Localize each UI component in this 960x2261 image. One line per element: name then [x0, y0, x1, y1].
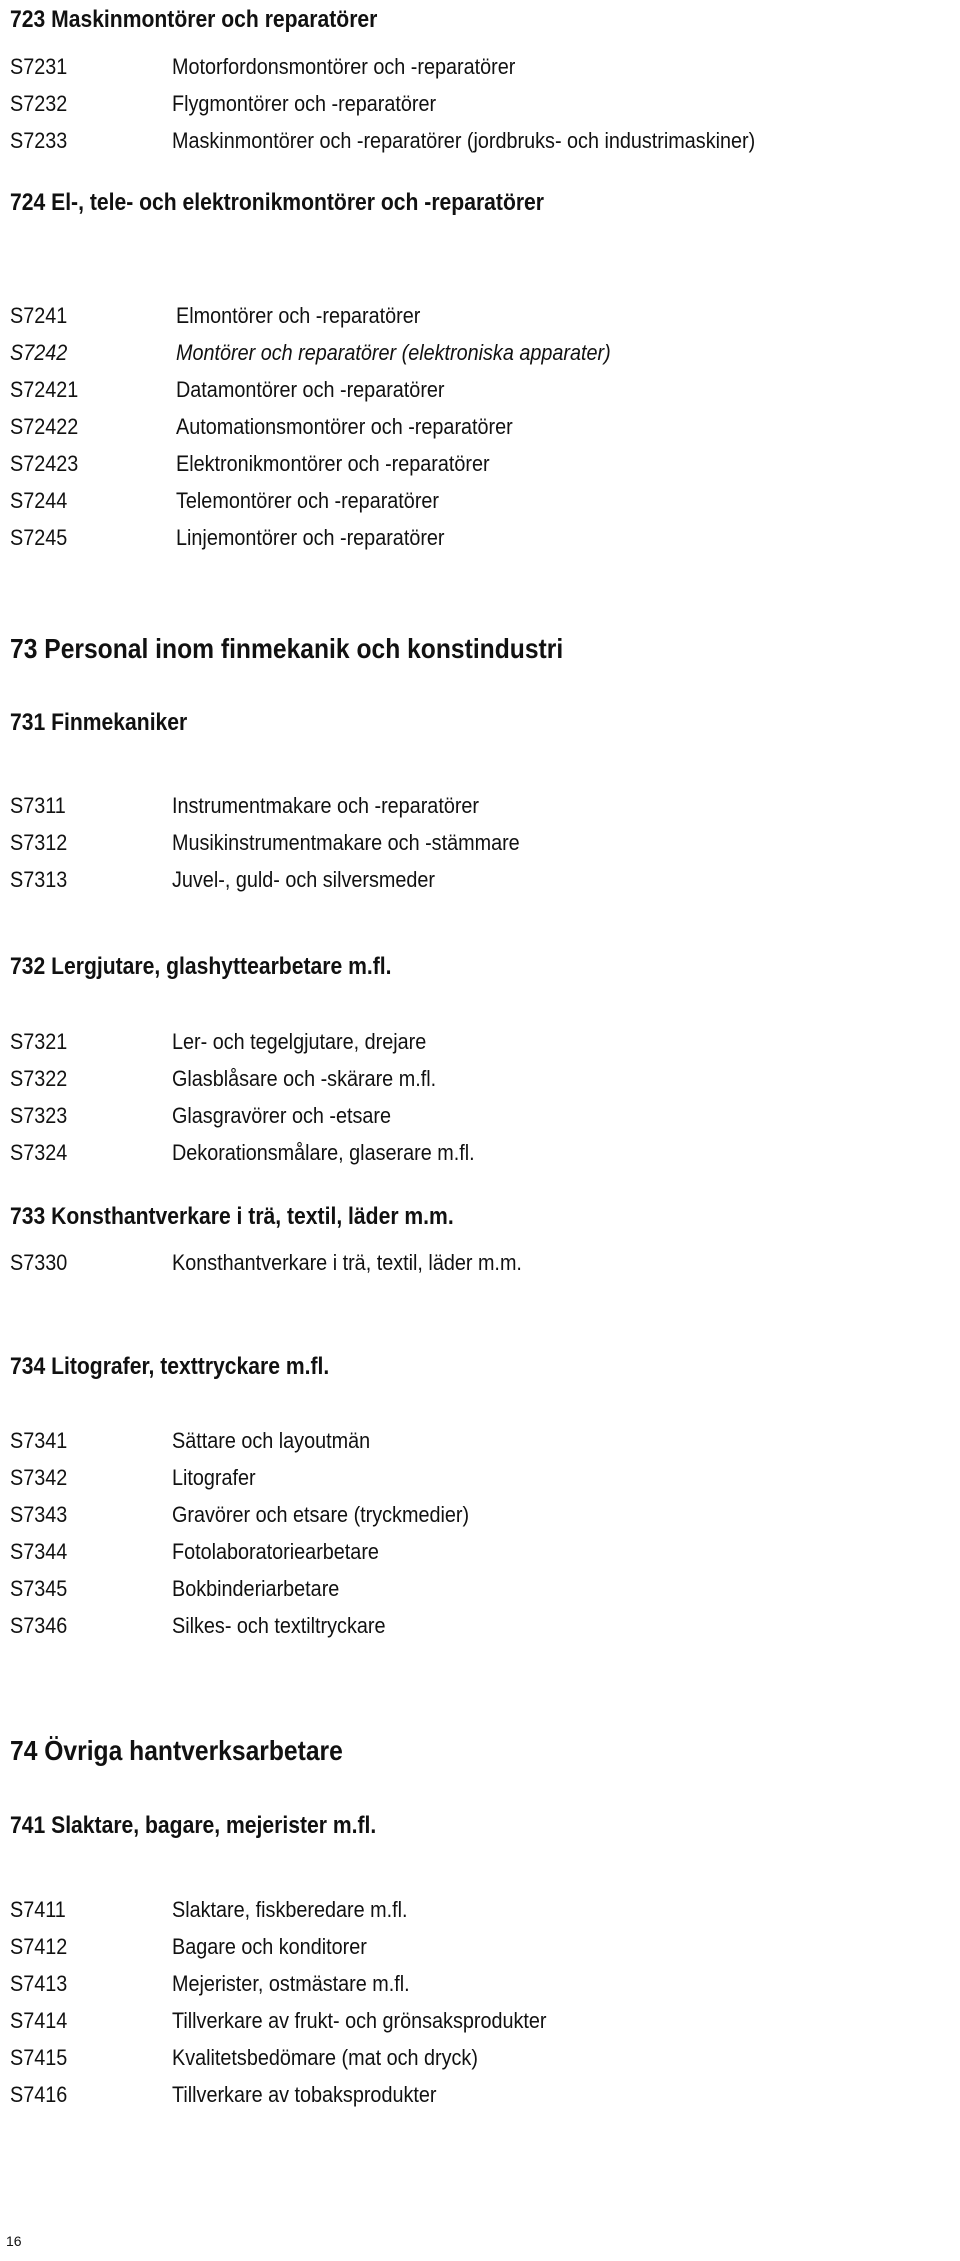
- occupation-code: S7415: [10, 2045, 68, 2070]
- occupation-code: S7342: [10, 1465, 68, 1490]
- occupation-code: S7413: [10, 1971, 68, 1996]
- section-heading-734: 734 Litografer, texttryckare m.fl.: [10, 1353, 330, 1380]
- occupation-code: S7346: [10, 1613, 68, 1638]
- occupation-code: S7321: [10, 1029, 68, 1054]
- section-heading-732: 732 Lergjutare, glashyttearbetare m.fl.: [10, 953, 392, 980]
- occupation-code: S7245: [10, 525, 68, 550]
- occupation-label: Dekorationsmålare, glaserare m.fl.: [172, 1140, 475, 1165]
- occupation-code: S7343: [10, 1502, 68, 1527]
- occupation-label: Glasblåsare och -skärare m.fl.: [172, 1066, 437, 1091]
- occupation-label: Sättare och layoutmän: [172, 1428, 371, 1453]
- occupation-label: Glasgravörer och -etsare: [172, 1103, 391, 1128]
- occupation-label: Telemontörer och -reparatörer: [176, 488, 440, 513]
- occupation-label: Maskinmontörer och -reparatörer (jordbruks- och industrimaskiner): [172, 128, 756, 153]
- occupation-label: Linjemontörer och -reparatörer: [176, 525, 445, 550]
- occupation-label: Juvel-, guld- och silversmeder: [172, 867, 436, 892]
- occupation-label: Automationsmontörer och -reparatörer: [176, 414, 513, 439]
- occupation-label: Instrumentmakare och -reparatörer: [172, 793, 480, 818]
- occupation-code: S72423: [10, 451, 79, 476]
- occupation-label: Datamontörer och -reparatörer: [176, 377, 445, 402]
- occupation-code: S7311: [10, 793, 66, 818]
- occupation-code: S7322: [10, 1066, 68, 1091]
- occupation-label: Litografer: [172, 1465, 256, 1490]
- chapter-heading-73: 73 Personal inom finmekanik och konstindustri: [10, 633, 564, 664]
- occupation-code: S7231: [10, 54, 68, 79]
- occupation-code: S72422: [10, 414, 79, 439]
- occupation-code: S7344: [10, 1539, 68, 1564]
- occupation-label: Bokbinderiarbetare: [172, 1576, 340, 1601]
- occupation-label: Ler- och tegelgjutare, drejare: [172, 1029, 427, 1054]
- occupation-label: Tillverkare av tobaksprodukter: [172, 2082, 437, 2107]
- section-heading-741: 741 Slaktare, bagare, mejerister m.fl.: [10, 1812, 377, 1839]
- occupation-code: S7233: [10, 128, 68, 153]
- occupation-label: Gravörer och etsare (tryckmedier): [172, 1502, 470, 1527]
- section-heading-723: 723 Maskinmontörer och reparatörer: [10, 6, 378, 33]
- occupation-label: Bagare och konditorer: [172, 1934, 367, 1959]
- occupation-code: S7341: [10, 1428, 68, 1453]
- occupation-label: Motorfordonsmontörer och -reparatörer: [172, 54, 516, 79]
- occupation-label: Elektronikmontörer och -reparatörer: [176, 451, 490, 476]
- occupation-code: S7414: [10, 2008, 68, 2033]
- chapter-heading-74: 74 Övriga hantverksarbetare: [10, 1735, 343, 1766]
- occupation-code: S7244: [10, 488, 68, 513]
- occupation-code: S7313: [10, 867, 68, 892]
- section-heading-724: 724 El-, tele- och elektronikmontörer och -reparatörer: [10, 189, 545, 216]
- occupation-code: S7330: [10, 1250, 68, 1275]
- page-number: 16: [6, 2233, 22, 2249]
- occupation-code: S7345: [10, 1576, 68, 1601]
- occupation-label: Kvalitetsbedömare (mat och dryck): [172, 2045, 478, 2070]
- occupation-code: S7324: [10, 1140, 68, 1165]
- section-heading-731: 731 Finmekaniker: [10, 709, 188, 736]
- occupation-label: Mejerister, ostmästare m.fl.: [172, 1971, 410, 1996]
- occupation-label: Musikinstrumentmakare och -stämmare: [172, 830, 520, 855]
- occupation-label: Fotolaboratoriearbetare: [172, 1539, 379, 1564]
- occupation-code: S7241: [10, 303, 68, 328]
- occupation-label: Flygmontörer och -reparatörer: [172, 91, 437, 116]
- occupation-code: S7411: [10, 1897, 66, 1922]
- occupation-label: Slaktare, fiskberedare m.fl.: [172, 1897, 408, 1922]
- occupation-code: S7242: [10, 340, 68, 365]
- occupation-code: S7232: [10, 91, 68, 116]
- occupation-code: S7312: [10, 830, 68, 855]
- occupation-label: Montörer och reparatörer (elektroniska apparater): [176, 340, 611, 365]
- occupation-code: S7323: [10, 1103, 68, 1128]
- occupation-label: Elmontörer och -reparatörer: [176, 303, 421, 328]
- occupation-label: Silkes- och textiltryckare: [172, 1613, 386, 1638]
- occupation-code: S72421: [10, 377, 79, 402]
- occupation-label: Konsthantverkare i trä, textil, läder m.m.: [172, 1250, 522, 1275]
- occupation-code: S7416: [10, 2082, 68, 2107]
- occupation-label: Tillverkare av frukt- och grönsaksprodukter: [172, 2008, 547, 2033]
- occupation-code: S7412: [10, 1934, 68, 1959]
- section-heading-733: 733 Konsthantverkare i trä, textil, läder m.m.: [10, 1203, 454, 1230]
